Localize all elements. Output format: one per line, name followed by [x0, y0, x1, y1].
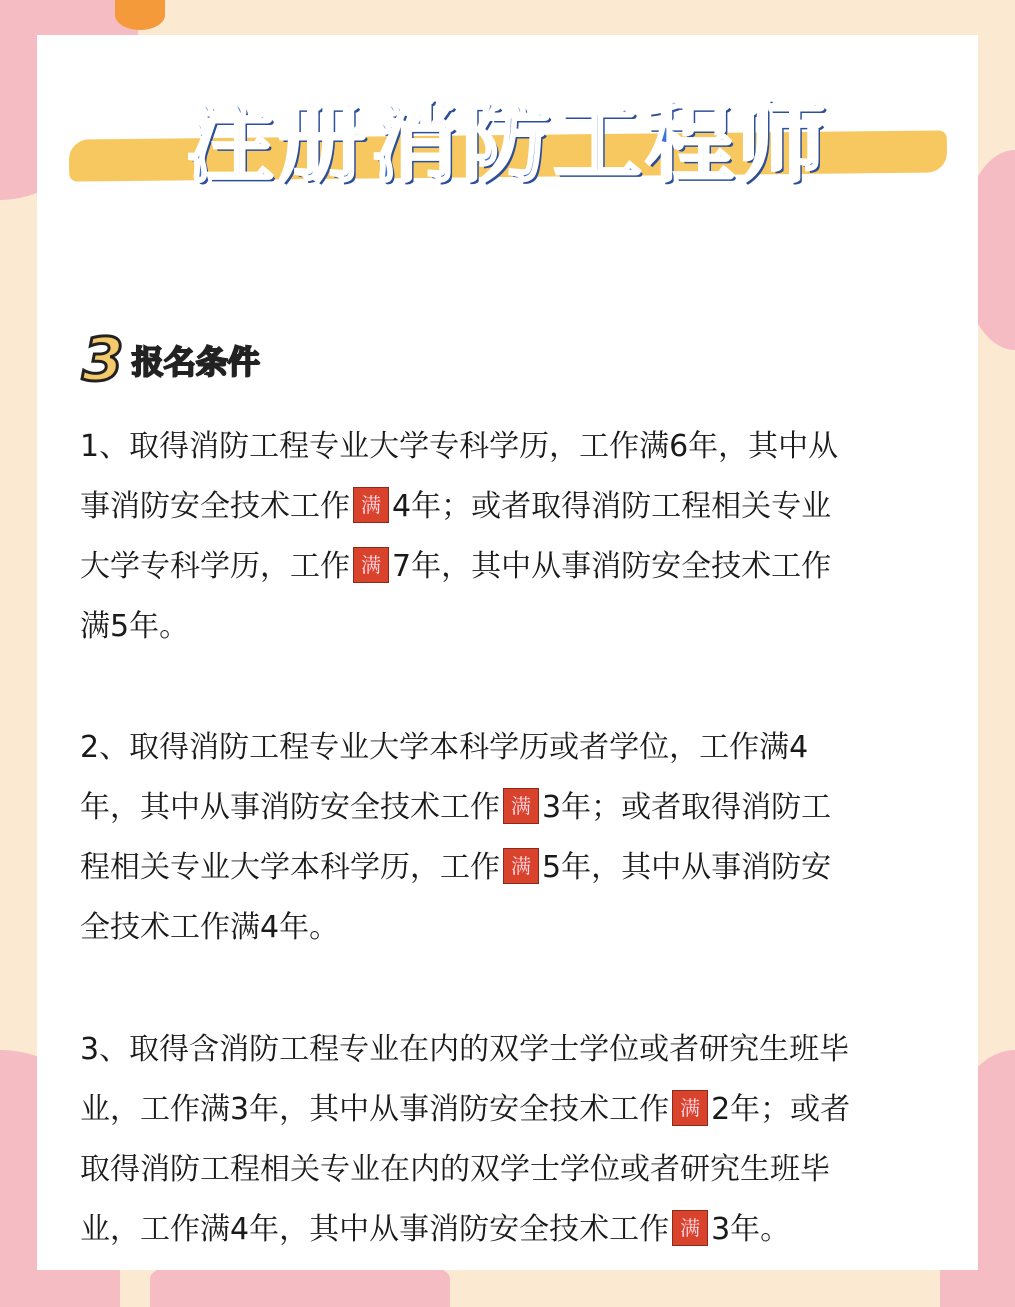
- decor-blob: [115, 0, 165, 30]
- paragraph-line: [80, 898, 970, 958]
- man-badge: 满: [353, 487, 389, 523]
- paragraph-line: [80, 838, 970, 898]
- line-text: 取得消防工程相关专业在内的双学士学位或者研究生班毕: [80, 1152, 830, 1187]
- paragraph-line: [80, 778, 970, 838]
- line-text: 全技术工作满4年。: [80, 910, 340, 945]
- line-text: 程相关专业大学本科学历，工作: [80, 850, 500, 885]
- line-text: 5年，其中从事消防安: [542, 850, 832, 885]
- line-text: 7年，其中从事消防安全技术工作: [392, 549, 832, 584]
- condition-paragraph: [80, 1020, 970, 1260]
- section-number: 3: [82, 325, 124, 395]
- line-text: 3、取得含消防工程专业在内的双学士学位或者研究生班毕: [80, 1032, 850, 1067]
- content-card: [37, 35, 978, 1270]
- line-text: 4年；或者取得消防工程相关专业: [392, 489, 832, 524]
- paragraph-line: [80, 718, 970, 778]
- man-badge: 满: [672, 1210, 708, 1246]
- paragraph-line: [80, 1200, 970, 1260]
- man-badge: 满: [353, 547, 389, 583]
- line-text: 业，工作满4年，其中从事消防安全技术工作: [80, 1212, 670, 1247]
- man-badge: 满: [503, 788, 539, 824]
- paragraph-line: [80, 1080, 970, 1140]
- page-title: 注册消防工程师: [185, 91, 830, 194]
- line-text: 事消防安全技术工作: [80, 489, 350, 524]
- section-title: 报名条件: [131, 343, 260, 381]
- line-text: 2年；或者: [711, 1092, 851, 1127]
- man-badge: 满: [503, 848, 539, 884]
- paragraph-line: [80, 537, 970, 597]
- man-badge: 满: [672, 1090, 708, 1126]
- condition-paragraph: [80, 718, 970, 958]
- paragraph-line: [80, 1140, 970, 1200]
- paragraph-line: [80, 1020, 970, 1080]
- line-text: 年，其中从事消防安全技术工作: [80, 790, 500, 825]
- line-text: 大学专科学历，工作: [80, 549, 350, 584]
- line-text: 3年。: [711, 1212, 791, 1247]
- section-heading: [82, 325, 260, 395]
- line-text: 满5年。: [80, 609, 190, 644]
- line-text: 1、取得消防工程专业大学专科学历，工作满6年，其中从: [80, 429, 839, 464]
- line-text: 2、取得消防工程专业大学本科学历或者学位，工作满4: [80, 730, 809, 765]
- paragraph-line: [80, 477, 970, 537]
- line-text: 业，工作满3年，其中从事消防安全技术工作: [80, 1092, 670, 1127]
- condition-paragraph: [80, 417, 970, 657]
- line-text: 3年；或者取得消防工: [542, 790, 832, 825]
- paragraph-line: [80, 597, 970, 657]
- paragraph-line: [80, 417, 970, 477]
